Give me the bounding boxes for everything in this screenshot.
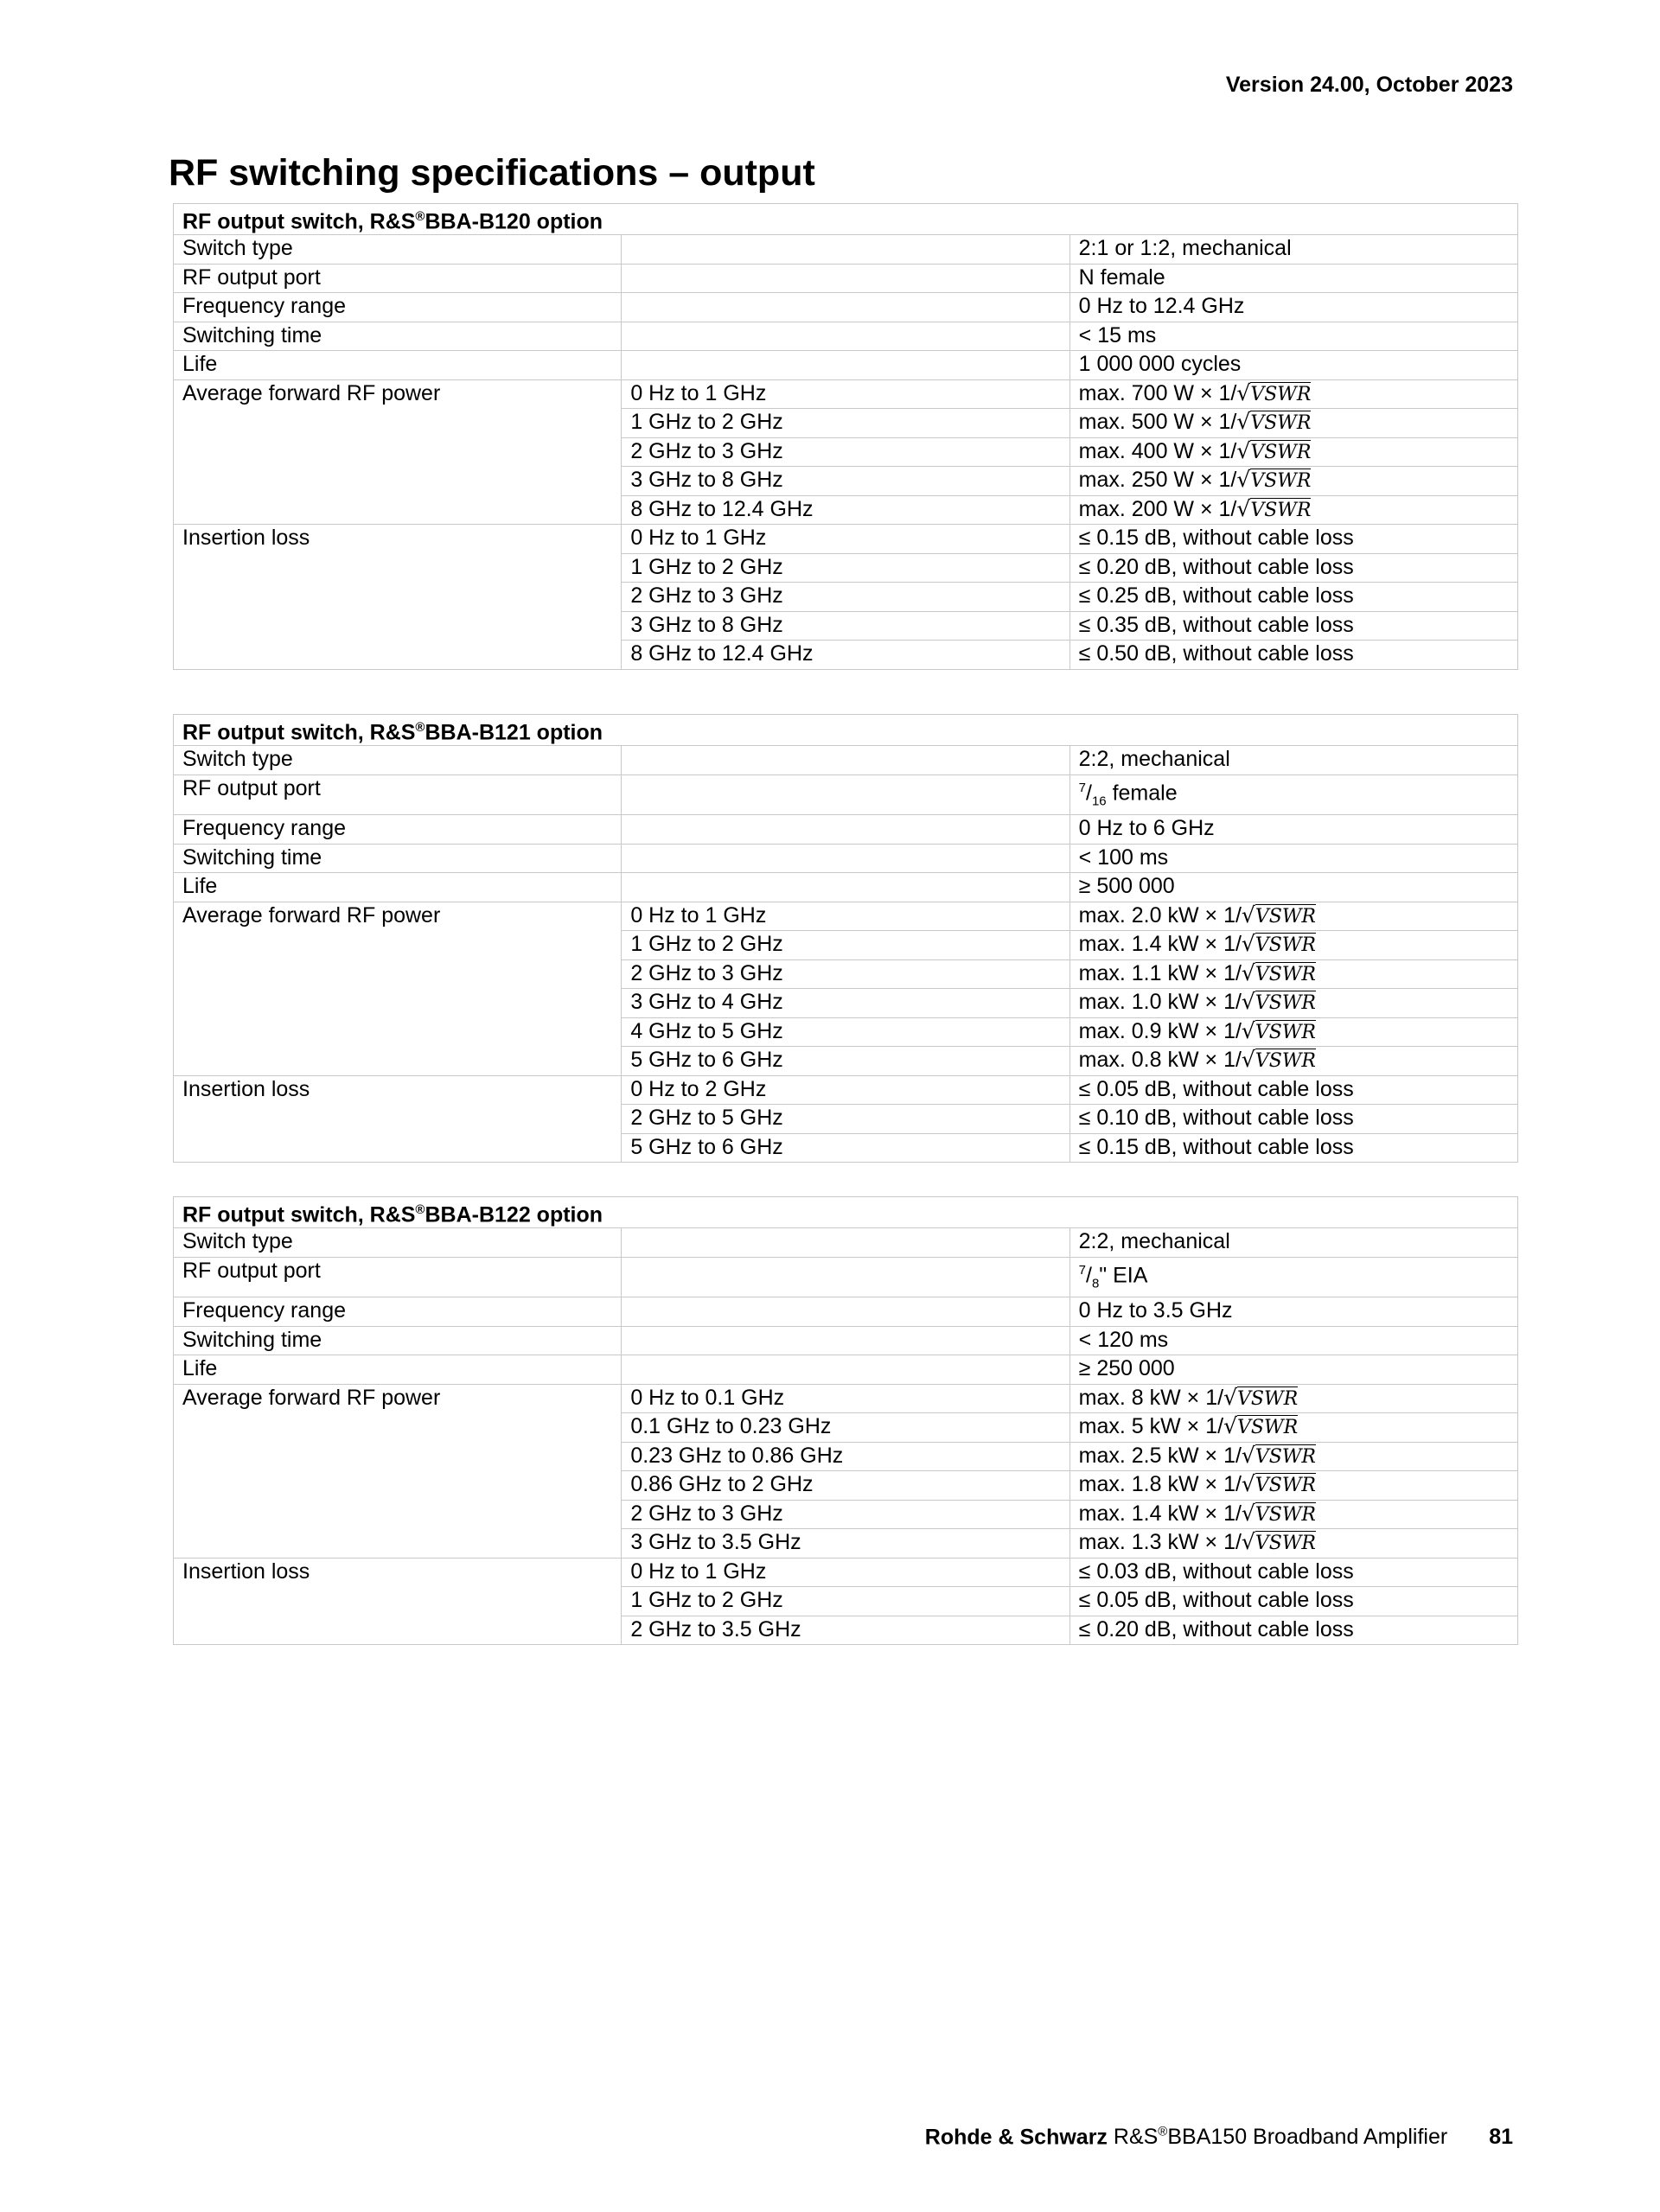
table-row (174, 1133, 1518, 1163)
table-row (174, 553, 1518, 583)
table-row (174, 775, 1518, 814)
loss-value: ≤ 0.15 dB, without cable loss (1069, 525, 1517, 554)
table-row (174, 815, 1518, 845)
freq-range: 0 Hz to 0.1 GHz (622, 1384, 1069, 1413)
row-value: 0 Hz to 12.4 GHz (1069, 293, 1517, 322)
power-value: max. 400 W × 1/√VSWR (1069, 437, 1517, 467)
table-row (174, 1355, 1518, 1385)
freq-range: 1 GHz to 2 GHz (622, 409, 1069, 438)
freq-range: 8 GHz to 12.4 GHz (622, 641, 1069, 670)
table-row (174, 1587, 1518, 1616)
freq-range: 0 Hz to 1 GHz (622, 1558, 1069, 1587)
power-value: max. 1.8 kW × 1/√VSWR (1069, 1471, 1517, 1501)
freq-range: 3 GHz to 8 GHz (622, 611, 1069, 641)
table-row (174, 409, 1518, 438)
table-row (174, 437, 1518, 467)
version-label: Version 24.00, October 2023 (1225, 73, 1513, 97)
row-value: 0 Hz to 6 GHz (1069, 815, 1517, 845)
row-value: $^7/_8$" EIA (1069, 1257, 1517, 1297)
row-value: 2:2, mechanical (1069, 746, 1517, 775)
row-label: Frequency range (174, 1297, 622, 1327)
row-value: N female (1069, 264, 1517, 293)
row-label: Frequency range (174, 293, 622, 322)
row-label: Life (174, 351, 622, 380)
power-value: max. 8 kW × 1/√VSWR (1069, 1384, 1517, 1413)
power-value: max. 1.3 kW × 1/√VSWR (1069, 1529, 1517, 1559)
freq-range: 2 GHz to 3 GHz (622, 1500, 1069, 1529)
loss-value: ≤ 0.50 dB, without cable loss (1069, 641, 1517, 670)
power-value: max. 250 W × 1/√VSWR (1069, 467, 1517, 496)
power-value: max. 2.0 kW × 1/√VSWR (1069, 902, 1517, 931)
loss-value: ≤ 0.25 dB, without cable loss (1069, 583, 1517, 612)
row-label: Frequency range (174, 815, 622, 845)
row-value: < 100 ms (1069, 844, 1517, 873)
freq-range: 2 GHz to 3 GHz (622, 959, 1069, 989)
row-label: Switching time (174, 322, 622, 351)
table-row (174, 1017, 1518, 1047)
freq-range: 2 GHz to 3 GHz (622, 437, 1069, 467)
table-row (174, 1257, 1518, 1297)
table-row (174, 1047, 1518, 1076)
table-row (174, 1075, 1518, 1105)
table-row (174, 351, 1518, 380)
table-row (174, 902, 1518, 931)
row-label: Life (174, 873, 622, 902)
spec-table-b122 (173, 1196, 1518, 1645)
table-header-row (174, 204, 1518, 235)
row-label: Switch type (174, 235, 622, 265)
table-row (174, 611, 1518, 641)
freq-range: 3 GHz to 4 GHz (622, 989, 1069, 1018)
table-row (174, 1228, 1518, 1258)
loss-value: ≤ 0.05 dB, without cable loss (1069, 1587, 1517, 1616)
table-row (174, 931, 1518, 960)
loss-value: ≤ 0.03 dB, without cable loss (1069, 1558, 1517, 1587)
freq-range: 1 GHz to 2 GHz (622, 553, 1069, 583)
page-footer (925, 2125, 1513, 2150)
table-row (174, 1105, 1518, 1134)
row-label: Life (174, 1355, 622, 1385)
power-value: max. 1.4 kW × 1/√VSWR (1069, 931, 1517, 960)
freq-range: 1 GHz to 2 GHz (622, 931, 1069, 960)
row-label: RF output port (174, 1257, 622, 1297)
table-row (174, 1558, 1518, 1587)
row-label: Insertion loss (174, 1075, 622, 1105)
table-row (174, 959, 1518, 989)
row-label: RF output port (174, 775, 622, 814)
table-row (174, 989, 1518, 1018)
power-value: max. 2.5 kW × 1/√VSWR (1069, 1442, 1517, 1471)
freq-range: 0 Hz to 1 GHz (622, 902, 1069, 931)
power-value: max. 1.0 kW × 1/√VSWR (1069, 989, 1517, 1018)
freq-range: 5 GHz to 6 GHz (622, 1047, 1069, 1076)
loss-value: ≤ 0.35 dB, without cable loss (1069, 611, 1517, 641)
table-row (174, 844, 1518, 873)
table-title: RF output switch, R&S®BBA-B120 option (174, 204, 1518, 235)
power-value: max. 1.4 kW × 1/√VSWR (1069, 1500, 1517, 1529)
row-value: 1 000 000 cycles (1069, 351, 1517, 380)
table-row (174, 1384, 1518, 1413)
table-header-row (174, 1197, 1518, 1228)
row-value: 0 Hz to 3.5 GHz (1069, 1297, 1517, 1327)
freq-range: 2 GHz to 3.5 GHz (622, 1616, 1069, 1645)
row-value: ≥ 500 000 (1069, 873, 1517, 902)
freq-range: 0.1 GHz to 0.23 GHz (622, 1413, 1069, 1443)
table-row (174, 1616, 1518, 1645)
row-label: Insertion loss (174, 1558, 622, 1587)
freq-range: 0 Hz to 2 GHz (622, 1075, 1069, 1105)
table-row (174, 322, 1518, 351)
table-row (174, 1297, 1518, 1327)
table-row (174, 379, 1518, 409)
row-label: Switching time (174, 1326, 622, 1355)
loss-value: ≤ 0.05 dB, without cable loss (1069, 1075, 1517, 1105)
table-title: RF output switch, R&S®BBA-B121 option (174, 715, 1518, 746)
row-label: RF output port (174, 264, 622, 293)
freq-range: 0.23 GHz to 0.86 GHz (622, 1442, 1069, 1471)
table-row (174, 1413, 1518, 1443)
row-label: Switching time (174, 844, 622, 873)
row-label: Average forward RF power (174, 1384, 622, 1413)
table-row (174, 525, 1518, 554)
loss-value: ≤ 0.10 dB, without cable loss (1069, 1105, 1517, 1134)
freq-range: 5 GHz to 6 GHz (622, 1133, 1069, 1163)
row-value: < 120 ms (1069, 1326, 1517, 1355)
row-value: < 15 ms (1069, 322, 1517, 351)
loss-value: ≤ 0.20 dB, without cable loss (1069, 553, 1517, 583)
freq-range: 0 Hz to 1 GHz (622, 379, 1069, 409)
page-title: RF switching specifications – output (169, 152, 815, 194)
row-value: 2:2, mechanical (1069, 1228, 1517, 1258)
freq-range: 0 Hz to 1 GHz (622, 525, 1069, 554)
table-row (174, 1442, 1518, 1471)
table-row (174, 583, 1518, 612)
table-header-row (174, 715, 1518, 746)
row-label: Insertion loss (174, 525, 622, 554)
table-row (174, 1529, 1518, 1559)
row-label: Switch type (174, 746, 622, 775)
table-row (174, 264, 1518, 293)
row-label: Switch type (174, 1228, 622, 1258)
row-label: Average forward RF power (174, 379, 622, 409)
loss-value: ≤ 0.15 dB, without cable loss (1069, 1133, 1517, 1163)
freq-range: 2 GHz to 5 GHz (622, 1105, 1069, 1134)
freq-range: 1 GHz to 2 GHz (622, 1587, 1069, 1616)
table-row (174, 641, 1518, 670)
table-title: RF output switch, R&S®BBA-B122 option (174, 1197, 1518, 1228)
power-value: max. 700 W × 1/√VSWR (1069, 379, 1517, 409)
footer-product: R&S®BBA150 Broadband Amplifier (1107, 2125, 1448, 2150)
power-value: max. 200 W × 1/√VSWR (1069, 495, 1517, 525)
freq-range: 2 GHz to 3 GHz (622, 583, 1069, 612)
freq-range: 8 GHz to 12.4 GHz (622, 495, 1069, 525)
table-row (174, 495, 1518, 525)
power-value: max. 0.9 kW × 1/√VSWR (1069, 1017, 1517, 1047)
power-value: max. 0.8 kW × 1/√VSWR (1069, 1047, 1517, 1076)
row-value: ≥ 250 000 (1069, 1355, 1517, 1385)
freq-range: 0.86 GHz to 2 GHz (622, 1471, 1069, 1501)
power-value: max. 1.1 kW × 1/√VSWR (1069, 959, 1517, 989)
table-row (174, 873, 1518, 902)
table-row (174, 1471, 1518, 1501)
power-value: max. 5 kW × 1/√VSWR (1069, 1413, 1517, 1443)
row-value: $^7/_{16}$ female (1069, 775, 1517, 814)
power-value: max. 500 W × 1/√VSWR (1069, 409, 1517, 438)
page-number: 81 (1489, 2125, 1513, 2150)
spec-table-b121 (173, 714, 1518, 1163)
table-row (174, 235, 1518, 265)
table-row (174, 1326, 1518, 1355)
freq-range: 3 GHz to 8 GHz (622, 467, 1069, 496)
footer-company: Rohde & Schwarz (924, 2125, 1108, 2150)
table-row (174, 746, 1518, 775)
table-row (174, 293, 1518, 322)
freq-range: 3 GHz to 3.5 GHz (622, 1529, 1069, 1559)
table-row (174, 467, 1518, 496)
spec-table-b120 (173, 203, 1518, 670)
loss-value: ≤ 0.20 dB, without cable loss (1069, 1616, 1517, 1645)
table-row (174, 1500, 1518, 1529)
freq-range: 4 GHz to 5 GHz (622, 1017, 1069, 1047)
row-label: Average forward RF power (174, 902, 622, 931)
row-value: 2:1 or 1:2, mechanical (1069, 235, 1517, 265)
